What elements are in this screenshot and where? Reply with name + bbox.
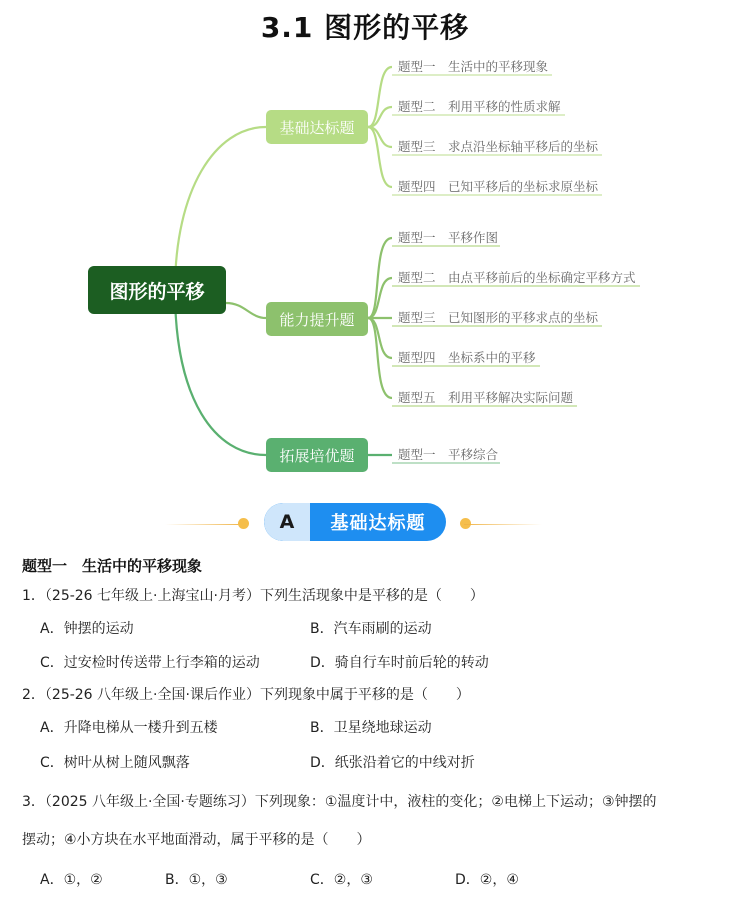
leaf-b3-1: 题型一 平移综合: [398, 447, 499, 462]
leaf-b2-3: 题型三 已知图形的平移求点的坐标: [398, 310, 599, 325]
connector-b2-leaf2: [368, 278, 392, 318]
leaf-b1-1: 题型一 生活中的平移现象: [398, 59, 549, 74]
connector-b2-leaf4: [368, 318, 392, 358]
section-banner: [264, 503, 446, 541]
banner-line-right: [464, 524, 542, 525]
leaf-b1-4: 题型四 已知平移后的坐标求原坐标: [398, 179, 599, 194]
question-1-option-b: B．汽车雨刷的运动: [310, 621, 432, 637]
banner-dot-left: [238, 518, 249, 529]
question-2-stem: 2．（25-26 八年级上·全国·课后作业）下列现象中属于平移的是（ ）: [22, 687, 470, 703]
question-3-stem: 3．（2025 八年级上·全国·专题练习）下列现象：①温度计中，液柱的变化；②电梯上下运动；③钟摆的: [22, 794, 657, 810]
question-1-option-c: C．过安检时传送带上行李箱的运动: [40, 655, 260, 671]
banner-letter: A: [264, 503, 310, 541]
mindmap-root: 图形的平移: [88, 266, 226, 314]
question-2-option-c: C．树叶从树上随风飘落: [40, 755, 190, 771]
question-2-option-a: A．升降电梯从一楼升到五楼: [40, 720, 218, 736]
question-3-option-d: D．②，④: [455, 872, 519, 888]
branch-extension: 拓展培优题: [266, 438, 368, 472]
question-1-option-a: A．钟摆的运动: [40, 621, 134, 637]
branch-basic: 基础达标题: [266, 110, 368, 144]
question-3-stem-continued: 摆动；④小方块在水平地面滑动，属于平移的是（ ）: [22, 832, 371, 848]
connector-root-b2: [226, 303, 266, 318]
leaf-b2-5: 题型五 利用平移解决实际问题: [398, 390, 574, 405]
page-title: 3.1 图形的平移: [260, 11, 470, 44]
mindmap-connectors: [0, 40, 730, 480]
section-title: 题型一 生活中的平移现象: [22, 557, 203, 575]
leaf-b2-4: 题型四 坐标系中的平移: [398, 350, 536, 365]
branch-ability: 能力提升题: [266, 302, 368, 336]
question-1-stem: 1．（25-26 七年级上·上海宝山·月考）下列生活现象中是平移的是（ ）: [22, 588, 484, 604]
leaf-b1-2: 题型二 利用平移的性质求解: [398, 99, 561, 114]
question-3-option-a: A．①，②: [40, 872, 103, 888]
leaf-b1-3: 题型三 求点沿坐标轴平移后的坐标: [398, 139, 599, 154]
leaf-b2-1: 题型一 平移作图: [398, 230, 499, 245]
question-1-option-d: D．骑自行车时前后轮的转动: [310, 655, 489, 671]
leaf-b2-2: 题型二 由点平移前后的坐标确定平移方式: [398, 270, 636, 285]
question-3-option-b: B．①，③: [165, 872, 228, 888]
banner-line-left: [165, 524, 243, 525]
question-3-option-c: C．②，③: [310, 872, 373, 888]
question-2-option-b: B．卫星绕地球运动: [310, 720, 432, 736]
question-2-option-d: D．纸张沿着它的中线对折: [310, 755, 475, 771]
banner-text: 基础达标题: [330, 513, 426, 534]
